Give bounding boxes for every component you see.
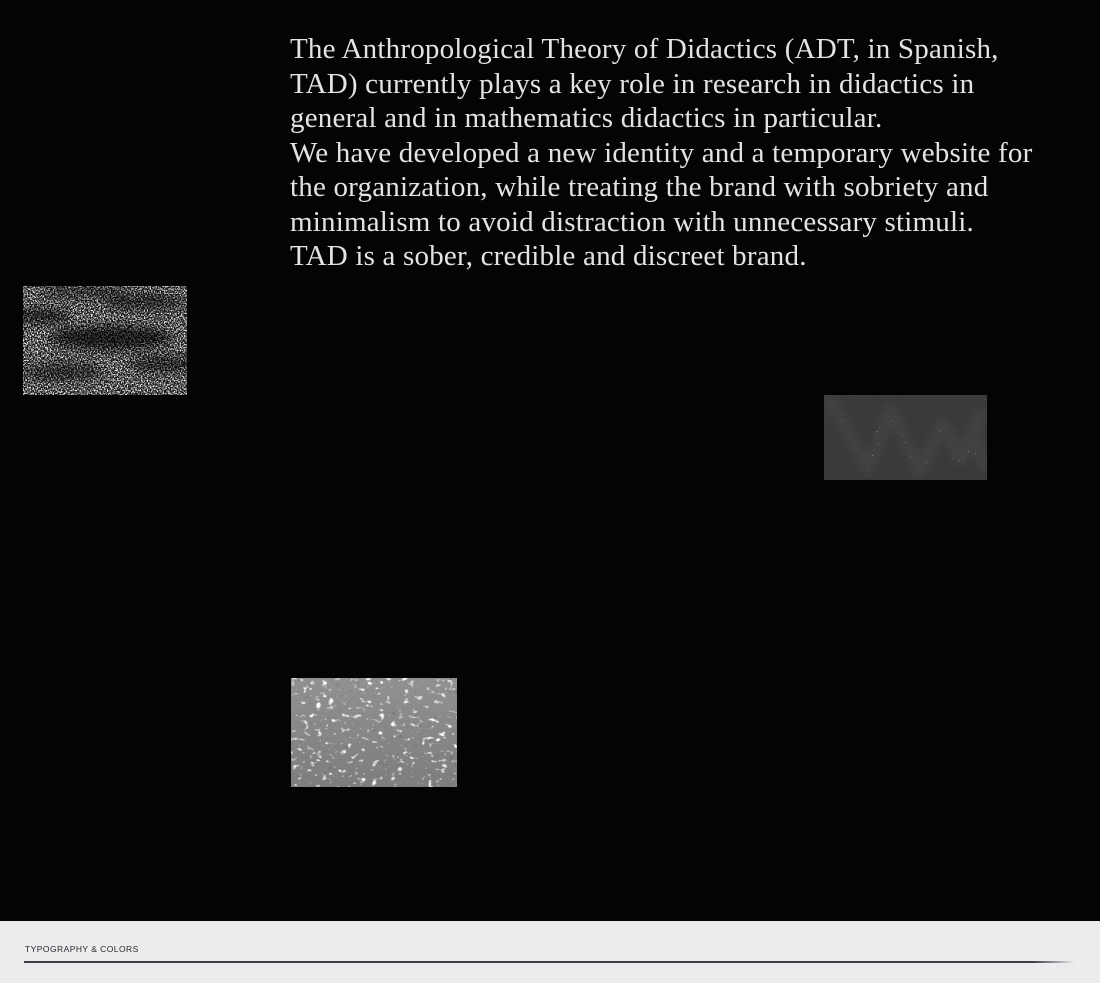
texture-image-sparkles bbox=[824, 395, 987, 480]
footer-divider-line bbox=[24, 961, 1075, 963]
droplets-texture-graphic bbox=[291, 678, 457, 787]
intro-line: We have developed a new identity and a temporary website for bbox=[290, 136, 1033, 169]
texture-image-droplets bbox=[291, 678, 457, 787]
footer-bar bbox=[0, 921, 1100, 983]
intro-paragraph bbox=[290, 32, 1080, 274]
intro-line: minimalism to avoid distraction with unnecessary stimuli. bbox=[290, 205, 974, 238]
intro-line: the organization, while treating the brand with sobriety and bbox=[290, 171, 989, 203]
texture-image-dunes bbox=[23, 286, 187, 395]
dunes-texture-graphic bbox=[23, 286, 187, 395]
intro-line: The Anthropological Theory of Didactics (ADT, in Spanish, bbox=[290, 33, 999, 65]
intro-line: TAD) currently plays a key role in research in didactics in bbox=[290, 67, 975, 100]
sparkles-texture-graphic bbox=[824, 395, 987, 480]
intro-line: general and in mathematics didactics in particular. bbox=[290, 102, 883, 134]
intro-line: TAD is a sober, credible and discreet brand. bbox=[290, 240, 807, 272]
footer-section-label: TYPOGRAPHY & COLORS bbox=[25, 944, 139, 954]
